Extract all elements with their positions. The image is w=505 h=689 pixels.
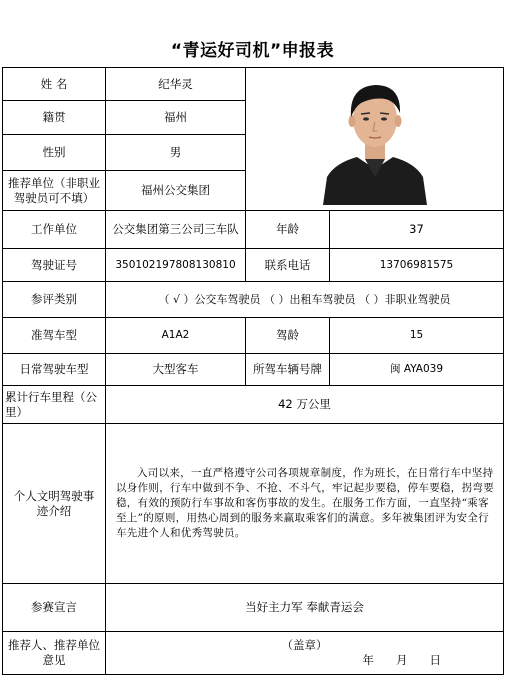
- recommender-label: 推荐单位（非职业驾驶员可不填）: [3, 171, 106, 211]
- category-options: [106, 282, 504, 318]
- phone-label: 联系电话: [246, 249, 330, 282]
- native-place-label: 籍贯: [3, 101, 106, 135]
- intro-text: 入司以来，一直严格遵守公司各项规章制度，作为班长，在日常行车中坚持以身作则，行车中做到不争、不抢、不斗气，牢记起步要稳，停车要稳，拐弯要稳，有效的预防行车事故和客伤事故的发生。在服务工作方面，一直坚持“乘客至上”的原则，用热心周到的服务来赢取乘客们的满意。多年被集团评为安全行车先进个人和优秀驾驶员。: [116, 467, 494, 539]
- year-label: 年: [362, 653, 374, 667]
- photo-cell: [246, 68, 504, 211]
- mileage-label: 累计行车里程（公里）: [3, 386, 106, 424]
- category-option-bus: （ √ ）公交车驾驶员: [158, 293, 261, 306]
- declaration-label: 参赛宣言: [3, 584, 106, 632]
- date-line: [108, 653, 501, 668]
- native-place-value: 福州: [106, 101, 246, 135]
- driving-years-label: 驾龄: [246, 318, 330, 354]
- age-value: 37: [330, 211, 504, 249]
- seal-placeholder: （盖章）: [281, 638, 328, 652]
- workplace-value: 公交集团第三公司三车队: [106, 211, 246, 249]
- workplace-label: 工作单位: [3, 211, 106, 249]
- daily-vehicle-label: 日常驾驶车型: [3, 354, 106, 386]
- plate-label: 所驾车辆号牌: [246, 354, 330, 386]
- declaration-value: 当好主力军 奉献青运会: [106, 584, 504, 632]
- name-label: 姓 名: [3, 68, 106, 101]
- intro-text-cell: [106, 424, 504, 584]
- license-number-label: 驾驶证号: [3, 249, 106, 282]
- intro-label: 个人文明驾驶事迹介绍: [3, 424, 106, 584]
- license-number-value: 350102197808130810: [106, 249, 246, 282]
- day-label: 日: [429, 653, 441, 667]
- vehicle-class-label: 准驾车型: [3, 318, 106, 354]
- name-value: 纪华灵: [106, 68, 246, 101]
- gender-value: 男: [106, 135, 246, 171]
- mileage-value: 42 万公里: [106, 386, 504, 424]
- plate-value: 闽 AYA039: [330, 354, 504, 386]
- driving-years-value: 15: [330, 318, 504, 354]
- category-option-nonprofessional: （ ）非职业驾驶员: [359, 293, 451, 306]
- recommender-value: 福州公交集团: [106, 171, 246, 211]
- application-form-table: [2, 67, 504, 675]
- age-label: 年龄: [246, 211, 330, 249]
- category-label: 参评类别: [3, 282, 106, 318]
- form-title: “青运好司机”申报表: [170, 41, 335, 61]
- applicant-photo: [315, 73, 435, 205]
- category-option-taxi: （ ）出租车驾驶员: [264, 293, 356, 306]
- signoff-label: 推荐人、推荐单位意见: [3, 632, 106, 675]
- gender-label: 性别: [3, 135, 106, 171]
- month-label: 月: [396, 653, 408, 667]
- vehicle-class-value: A1A2: [106, 318, 246, 354]
- signoff-cell: [106, 632, 504, 675]
- daily-vehicle-value: 大型客车: [106, 354, 246, 386]
- phone-value: 13706981575: [330, 249, 504, 282]
- person-photo-icon: [315, 73, 435, 205]
